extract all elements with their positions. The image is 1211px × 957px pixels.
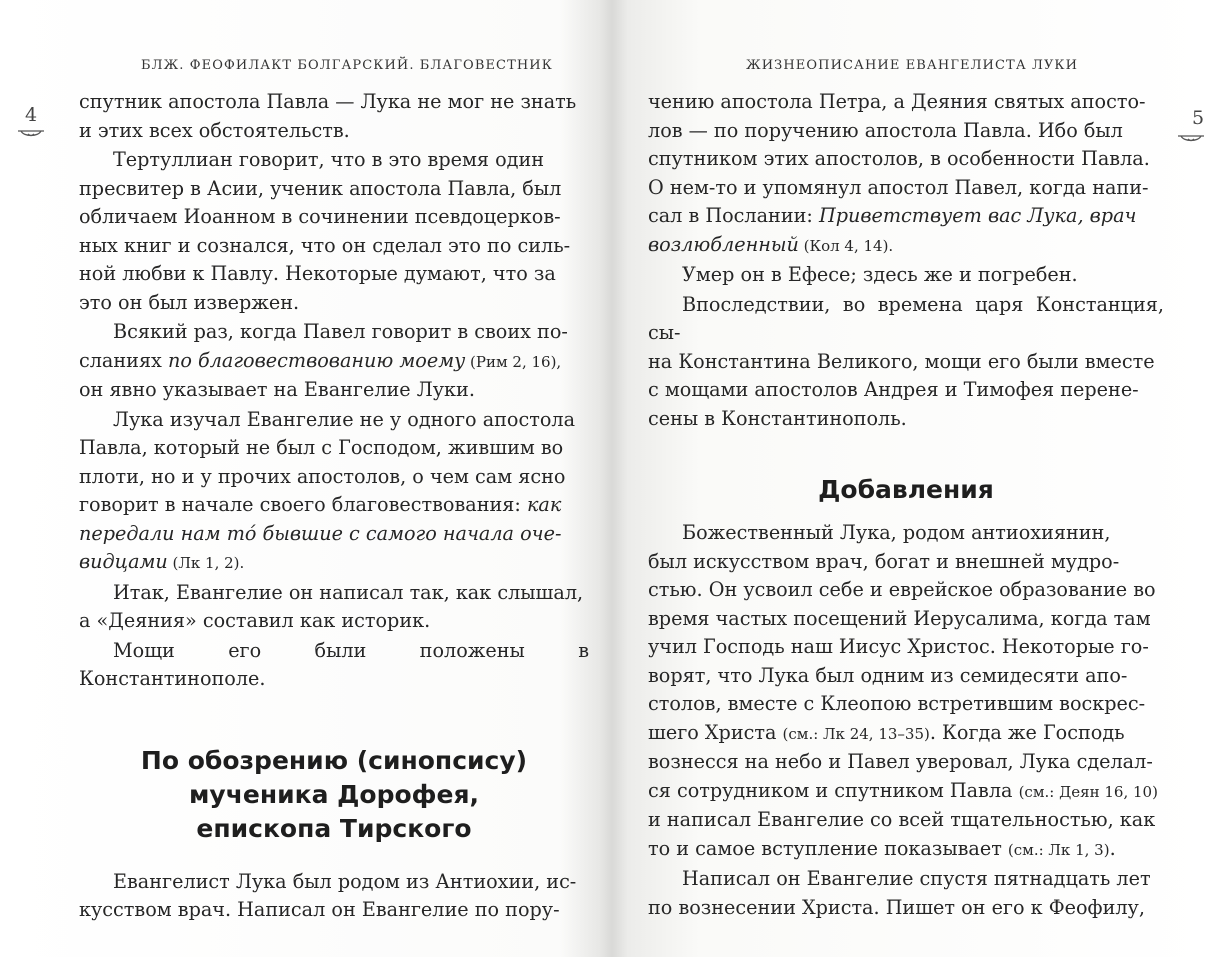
right-paragraph-5: Написал он Евангелие спустя пятнадцать лет по вознесении Христа. Пишет он его к Феофилу, [648, 867, 1151, 919]
left-running-head: БЛЖ. ФЕОФИЛАКТ БОЛГАРСКИЙ. БЛАГОВЕСТНИК [141, 58, 553, 73]
section-heading-dorotheus: По обозрению (синопсису) мученика Дорофея, епископа Тирского [140, 745, 528, 843]
left-paragraph-3: Всякий раз, когда Павел говорит в своих по- сланиях по благовествованию моему (Рим 2, 16), он явно указывает на Евангелие Луки. [79, 320, 568, 401]
right-text-column [648, 88, 1164, 922]
right-paragraph-2: Умер он в Ефесе; здесь же и погребен. [682, 263, 1078, 286]
left-paragraph-7: Евангелист Лука был родом из Антиохии, ис- кусством врач. Написал он Евангелие по пору- [79, 869, 577, 921]
left-text-column [79, 88, 589, 925]
right-folio-ornament-icon [1176, 133, 1206, 143]
section-heading-additions: Добавления [818, 475, 994, 504]
right-page [606, 0, 1211, 957]
left-page-number: 4 [24, 104, 38, 126]
left-paragraph-2: Тертуллиан говорит, что в это время один пресвитер в Асии, ученик апостола Павла, был обличаем Иоанном в сочинении псевдоцерков- ных книг и сознался, что он сделал это по силь- ной любви к Павлу. Некоторые думают, что за это он был извержен. [79, 148, 571, 314]
right-running-head: ЖИЗНЕОПИСАНИЕ ЕВАНГЕЛИСТА ЛУКИ [746, 58, 1079, 73]
right-paragraph-4: Божественный Лука, родом антиохиянин, был искусством врач, богат и внешней мудро- стью. Он усвоил себе и еврейское образование во время частых посещений Иерусалима, когда там учил Господь наш Иисус Христос. Некоторые го- ворят, что Лука был одним из семидесяти апо- столов, вместе с Клеопою встретившим воскрес- шего Христа (см.: Лк 24, 13–35). Когда же Господь вознесся на небо и Павел уверовал, Лука сделал- ся сотрудником и спутником Павла (см.: Деян 16, 10) и написал Евангелие со всей тщательностью, как то и самое вступление показывает (см.: Лк 1, 3). [648, 521, 1158, 860]
left-paragraph-4: Лука изучал Евангелие не у одного апостола Павла, который не был с Господом, жившим во плоти, но и у прочих апостолов, о чем сам ясно говорит в начале своего благовествования: как передали нам то́ бывшие с самого начала оче- видцами (Лк 1, 2). [79, 407, 576, 573]
left-paragraph-6: Мощи его были положены в Константинополе. [79, 638, 589, 690]
left-folio-ornament-icon [16, 128, 46, 138]
right-page-number: 5 [1191, 107, 1205, 129]
right-paragraph-1: чению апостола Петра, а Деяния святых апосто- лов — по поручению апостола Павла. Ибо был спутником этих апостолов, в особенности Павла. О нем-то и упомянул апостол Павел, когда напи- сал в Послании: Приветствует вас Лука, врач возлюбленный (Кол 4, 14). [648, 90, 1150, 256]
right-paragraph-3: Впоследствии, во времена царя Констанция, сы- на Константина Великого, мощи его были вместе с мощами апостолов Андрея и Тимофея перене- сены в Константинополь. [648, 292, 1164, 430]
left-paragraph-1: спутник апостола Павла — Лука не мог не знать и этих всех обстоятельств. [79, 90, 577, 142]
left-paragraph-5: Итак, Евангелие он написал так, как слышал, а «Деяния» составил как историк. [79, 580, 584, 632]
